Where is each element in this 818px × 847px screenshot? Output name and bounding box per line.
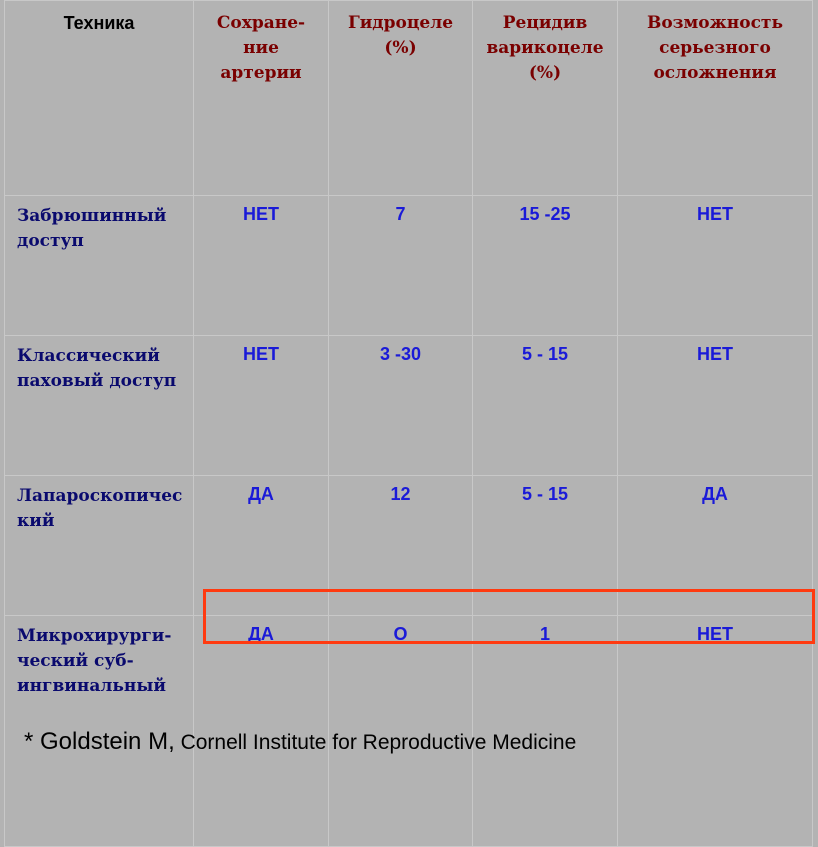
cell-hydrocele: О — [329, 616, 473, 847]
cell-complication: ДА — [618, 476, 813, 616]
table-row-retroperitoneal — [5, 196, 813, 336]
cell-recurrence: 5 - 15 — [473, 476, 618, 616]
row-label: Микрохирурги- ческий суб- ингвинальный — [5, 616, 194, 847]
cell-recurrence: 15 -25 — [473, 196, 618, 336]
table-header-row — [5, 1, 813, 196]
row-label: Классический паховый доступ — [5, 336, 194, 476]
cell-artery-preservation: НЕТ — [194, 336, 329, 476]
header-serious-complication: Возможность серьезного осложнения — [618, 1, 813, 196]
cell-artery-preservation: ДА — [194, 476, 329, 616]
cell-artery-preservation: НЕТ — [194, 196, 329, 336]
cell-complication: НЕТ — [618, 616, 813, 847]
header-artery-preservation: Сохране- ние артерии — [194, 1, 329, 196]
row-label: Забрюшинный доступ — [5, 196, 194, 336]
cell-hydrocele: 12 — [329, 476, 473, 616]
row-label: Лапароскопичес кий — [5, 476, 194, 616]
cell-hydrocele: 7 — [329, 196, 473, 336]
header-hydrocele: Гидроцеле (%) — [329, 1, 473, 196]
cell-hydrocele: 3 -30 — [329, 336, 473, 476]
citation-footer — [24, 728, 576, 756]
cell-artery-preservation: ДА — [194, 616, 329, 847]
cell-complication: НЕТ — [618, 336, 813, 476]
cell-recurrence: 5 - 15 — [473, 336, 618, 476]
citation-institution: Cornell Institute for Reproductive Medicine — [174, 731, 577, 754]
citation-author: Goldstein M, — [33, 728, 175, 755]
header-recurrence: Рецидив варикоцеле (%) — [473, 1, 618, 196]
cell-recurrence: 1 — [473, 616, 618, 847]
table-row-inguinal — [5, 336, 813, 476]
header-technique: Техника — [5, 1, 194, 196]
cell-complication: НЕТ — [618, 196, 813, 336]
footnote-star: * — [24, 728, 34, 755]
highlight-box-microsurgical — [203, 589, 815, 644]
varicocele-techniques-table — [4, 0, 813, 847]
